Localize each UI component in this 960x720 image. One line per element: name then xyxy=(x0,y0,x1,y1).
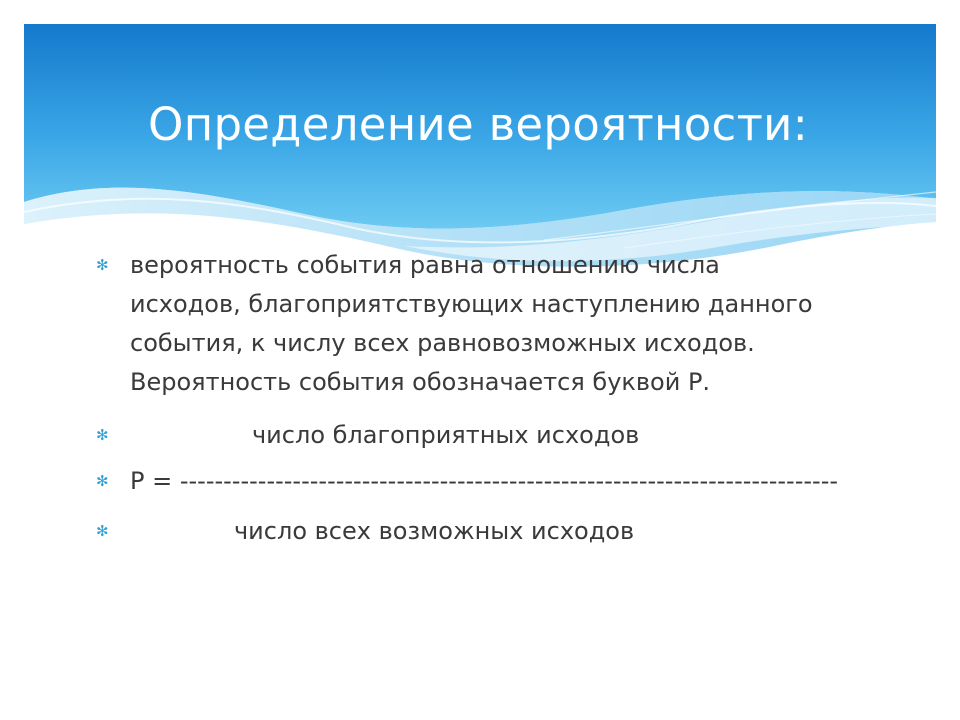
page-title: Определение вероятности: xyxy=(148,98,809,151)
list-item-numerator xyxy=(96,416,836,455)
asterisk-bullet-icon: ✻ xyxy=(96,256,109,274)
denominator-text: число всех возможных исходов xyxy=(234,517,635,545)
title-banner xyxy=(24,24,936,274)
bullet-list xyxy=(96,246,839,551)
formula-text: Р = ---------------------------------------------------------------------------- xyxy=(130,467,839,495)
asterisk-bullet-icon: ✻ xyxy=(96,426,109,444)
numerator-text: число благоприятных исходов xyxy=(252,421,640,449)
list-item-definition xyxy=(96,246,836,402)
definition-text: вероятность события равна отношению числа исходов, благоприятствующих наступлению данного события, к числу всех равновозможных исходов. Вероятность события обозначается буквой Р. xyxy=(130,251,813,396)
asterisk-bullet-icon: ✻ xyxy=(96,522,109,540)
asterisk-bullet-icon: ✻ xyxy=(96,472,109,490)
list-item-formula xyxy=(96,462,839,501)
list-item-denominator xyxy=(96,512,836,551)
